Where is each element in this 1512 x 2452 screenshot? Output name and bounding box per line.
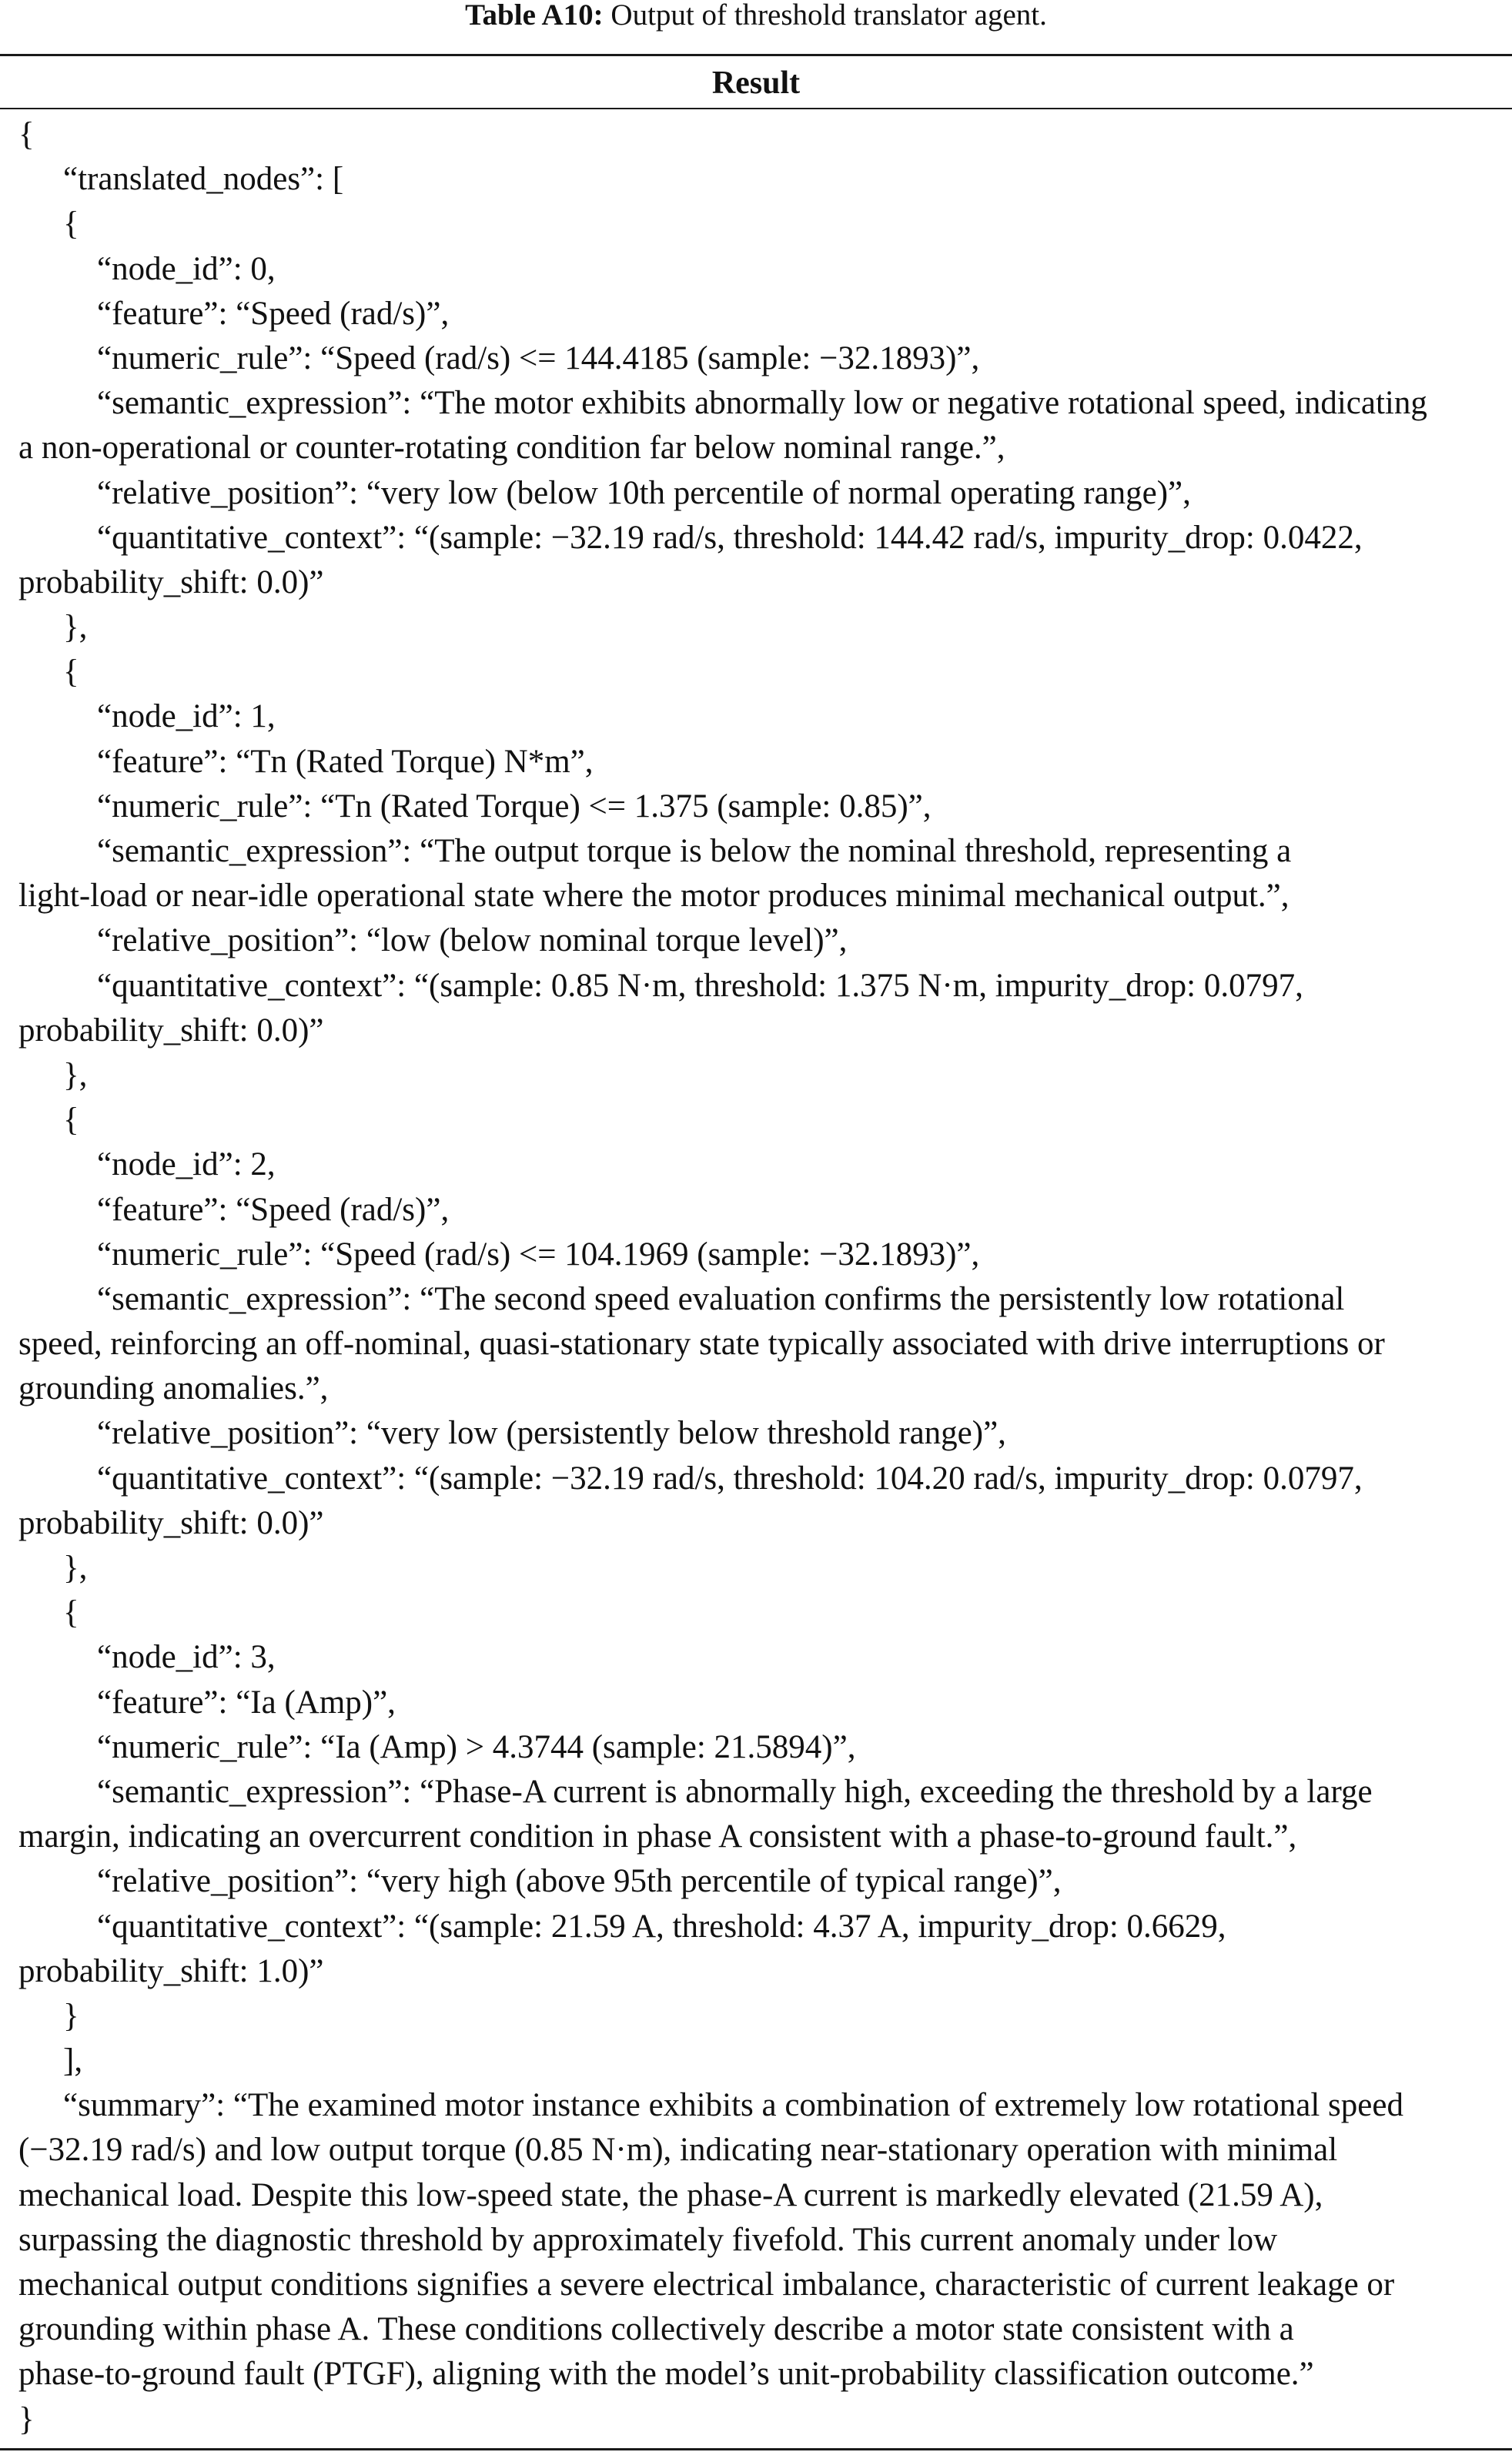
json-line: probability_shift: 1.0)” [18,1952,324,1989]
table-caption-text: Output of threshold translator agent. [603,0,1047,32]
json-line: “quantitative_context”: “(sample: −32.19 rad/s, threshold: 144.42 rad/s, impurity_drop: 0.0422, [97,519,1363,556]
result-json-block [0,112,1512,2442]
json-line: “quantitative_context”: “(sample: −32.19 rad/s, threshold: 104.20 rad/s, impurity_drop: 0.0797, [97,1460,1363,1497]
json-line: grounding anomalies.”, [18,1370,329,1407]
json-line: “relative_position”: “very high (above 95th percentile of typical range)”, [97,1863,1062,1900]
json-line: “quantitative_context”: “(sample: 0.85 N·m, threshold: 1.375 N·m, impurity_drop: 0.0797, [97,967,1303,1004]
json-line: margin, indicating an overcurrent condition in phase A consistent with a phase-to-ground fault.”, [18,1818,1297,1855]
json-line: a non-operational or counter-rotating condition far below nominal range.”, [18,430,1005,467]
json-line: “node_id”: 2, [97,1146,276,1183]
table-caption [0,0,1512,34]
json-line: “quantitative_context”: “(sample: 21.59 A, threshold: 4.37 A, impurity_drop: 0.6629, [97,1908,1226,1945]
json-line: surpassing the diagnostic threshold by approximately fivefold. This current anomaly under low [18,2221,1278,2258]
table-header-rule [0,108,1512,109]
json-line: }, [63,609,88,646]
json-line: probability_shift: 0.0)” [18,1012,324,1049]
table-caption-label: Table A10: [465,0,604,32]
table-bottom-rule [0,2448,1512,2450]
json-line: { [63,1594,79,1631]
json-line: “node_id”: 3, [97,1639,276,1676]
column-header-result: Result [711,65,801,101]
json-line: “numeric_rule”: “Ia (Amp) > 4.3744 (sample: 21.5894)”, [97,1728,856,1765]
json-line: “feature”: “Speed (rad/s)”, [97,1191,450,1228]
json-line: “feature”: “Speed (rad/s)”, [97,295,450,332]
json-line: phase-to-ground fault (PTGF), aligning with the model’s unit-probability classification outcome.” [18,2356,1314,2393]
json-line: } [63,1997,79,2034]
json-line: “semantic_expression”: “Phase-A current is abnormally high, exceeding the threshold by a large [97,1773,1373,1810]
json-line: } [18,2400,35,2437]
json-line: “semantic_expression”: “The motor exhibits abnormally low or negative rotational speed, indicating [97,385,1427,422]
json-line: “translated_nodes”: [ [63,161,344,198]
json-line: “feature”: “Ia (Amp)”, [97,1684,396,1721]
json-line: “node_id”: 0, [97,250,276,287]
json-line: ], [63,2042,83,2079]
json-line: “relative_position”: “very low (persistently below threshold range)”, [97,1415,1006,1452]
json-line: { [63,1102,79,1139]
json-line: { [63,206,79,243]
json-line: (−32.19 rad/s) and low output torque (0.85 N·m), indicating near-stationary operation with minimal [18,2132,1338,2169]
json-line: light-load or near-idle operational state where the motor produces minimal mechanical output.”, [18,878,1290,915]
json-line: mechanical load. Despite this low-speed state, the phase-A current is markedly elevated (21.59 A), [18,2176,1323,2213]
json-line: “numeric_rule”: “Speed (rad/s) <= 144.4185 (sample: −32.1893)”, [97,340,980,376]
json-line: “numeric_rule”: “Tn (Rated Torque) <= 1.375 (sample: 0.85)”, [97,788,932,825]
json-line: }, [63,1056,88,1093]
json-line: “semantic_expression”: “The output torque is below the nominal threshold, representing a [97,833,1292,869]
json-line: { [18,116,35,152]
json-line: “relative_position”: “low (below nominal torque level)”, [97,922,848,959]
json-line: “feature”: “Tn (Rated Torque) N*m”, [97,743,594,780]
json-line: probability_shift: 0.0)” [18,564,324,600]
json-line: “node_id”: 1, [97,698,276,735]
json-line: mechanical output conditions signifies a severe electrical imbalance, characteristic of current leakage or [18,2266,1395,2303]
json-line: “relative_position”: “very low (below 10th percentile of normal operating range)”, [97,474,1191,511]
json-line: “numeric_rule”: “Speed (rad/s) <= 104.1969 (sample: −32.1893)”, [97,1236,980,1273]
json-line: { [63,654,79,691]
json-line: }, [63,1550,88,1586]
json-line: “semantic_expression”: “The second speed evaluation confirms the persistently low rotational [97,1280,1345,1317]
json-line: grounding within phase A. These conditions collectively describe a motor state consistent with a [18,2311,1294,2348]
json-line: “summary”: “The examined motor instance exhibits a combination of extremely low rotational speed [63,2087,1403,2124]
json-line: speed, reinforcing an off-nominal, quasi-stationary state typically associated with drive interruptions or [18,1326,1385,1363]
table-top-rule [0,54,1512,56]
json-line: probability_shift: 0.0)” [18,1504,324,1541]
